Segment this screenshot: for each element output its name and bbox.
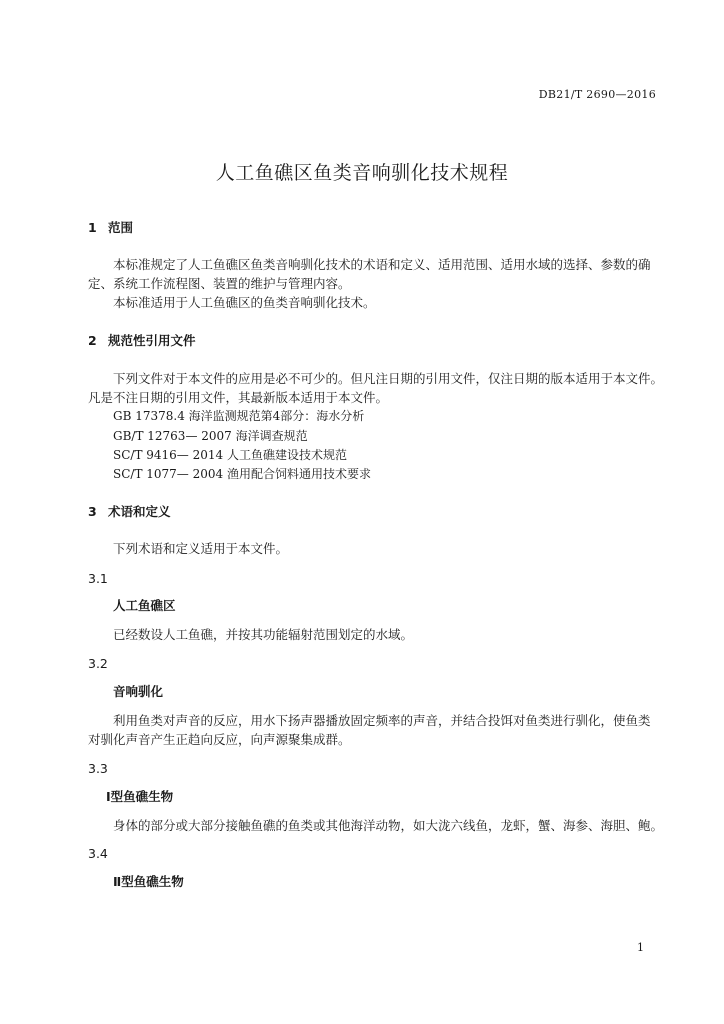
term-definition-line1: 已经数设人工鱼礁，并按其功能辐射范围划定的水域。 [113, 627, 414, 642]
section-1-para2: 本标准适用于人工鱼礁区的鱼类音响驯化技术。 [113, 295, 376, 310]
section-3-intro: 下列术语和定义适用于本文件。 [113, 541, 289, 556]
section-title: 规范性引用文件 [108, 333, 196, 348]
reference-item: GB/T 12763— 2007 海洋调查规范 [113, 429, 308, 443]
term-number: 3.1 [88, 571, 108, 586]
section-1-para1-line1: 本标准规定了人工鱼礁区鱼类音响驯化技术的术语和定义、适用范围、适用水域的选择、参数的确 [113, 257, 651, 272]
term-title: 音响驯化 [113, 684, 164, 699]
reference-item: SC/T 9416— 2014 人工鱼礁建设技术规范 [113, 448, 347, 462]
document-title: 人工鱼礁区鱼类音响驯化技术规程 [215, 162, 509, 184]
section-number: 3 [88, 504, 97, 519]
section-2-para-line1: 下列文件对于本文件的应用是必不可少的。但凡注日期的引用文件，仅注日期的版本适用于本文件。 [113, 371, 664, 386]
section-2-heading [88, 333, 196, 349]
term-title: Ⅰ型鱼礁生物 [106, 789, 174, 804]
section-number: 1 [88, 220, 97, 235]
term-number: 3.2 [88, 656, 108, 671]
term-number: 3.3 [88, 761, 108, 776]
section-2-para-line2: 凡是不注日期的引用文件，其最新版本适用于本文件。 [88, 390, 389, 405]
page-number: 1 [637, 941, 644, 954]
term-number: 3.4 [88, 846, 108, 861]
reference-item: GB 17378.4 海洋监测规范第4部分：海水分析 [113, 409, 365, 423]
term-title: Ⅱ型鱼礁生物 [113, 874, 184, 889]
term-definition-line1: 利用鱼类对声音的反应，用水下扬声器播放固定频率的声音，并结合投饵对鱼类进行驯化，使鱼类 [113, 713, 651, 728]
section-title: 术语和定义 [108, 504, 171, 519]
term-definition-line1: 身体的部分或大部分接触鱼礁的鱼类或其他海洋动物，如大泷六线鱼，龙虾，蟹、海参、海胆、鲍。 [113, 818, 664, 833]
term-definition-line2: 对驯化声音产生正趋向反应，向声源聚集成群。 [88, 732, 351, 747]
section-title: 范围 [108, 220, 134, 235]
section-1-heading [88, 220, 133, 236]
term-title: 人工鱼礁区 [113, 598, 176, 613]
document-code: DB21/T 2690—2016 [538, 88, 656, 101]
section-1-para1-line2: 定、系统工作流程图、装置的维护与管理内容。 [88, 276, 351, 291]
reference-item: SC/T 1077— 2004 渔用配合饲料通用技术要求 [113, 467, 371, 481]
section-number: 2 [88, 333, 97, 348]
section-3-heading [88, 504, 171, 520]
